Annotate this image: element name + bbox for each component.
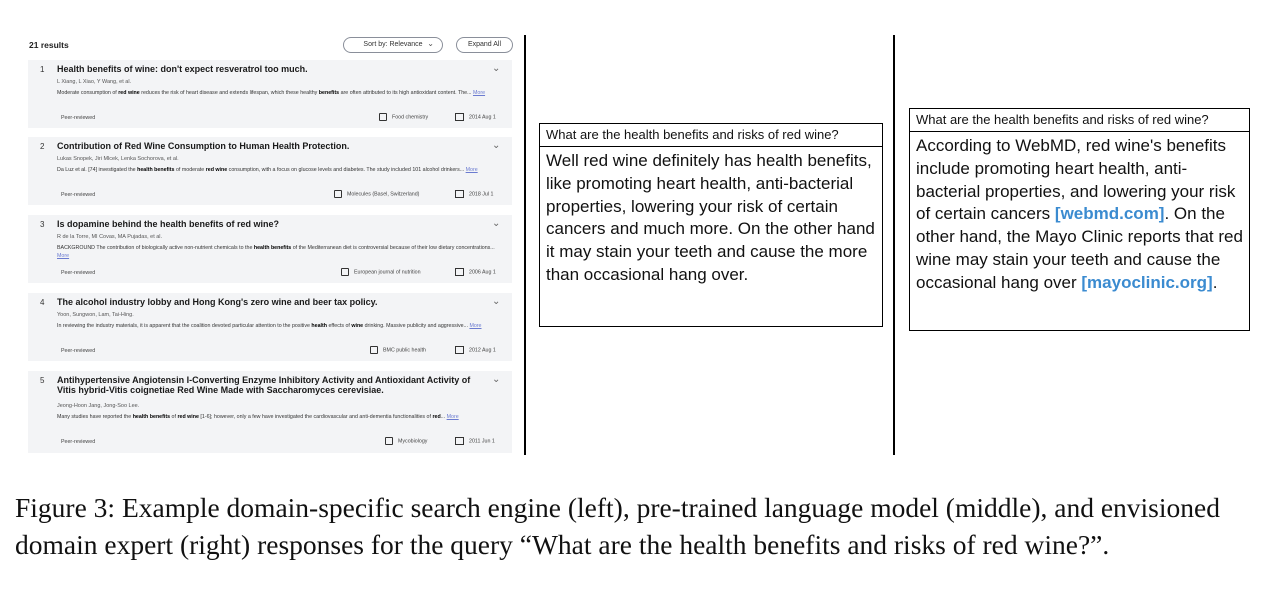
peer-reviewed-badge: Peer-reviewed [61,115,96,121]
result-authors: Jeong-Hoon Jang, Jong-Soo Lee. [57,403,140,409]
journal [341,268,421,276]
book-icon [385,437,393,445]
figure-caption: Figure 3: Example domain-specific search engine (left), pre-trained language model (middle), and envisioned domain expert (right) responses for the query “What are the health benefits and risks of red wine?”. [15,492,1220,560]
citation-link-webmd[interactable]: [webmd.com] [1054,204,1165,224]
calendar-icon [455,268,464,276]
chevron-down-icon[interactable]: ⌄ [492,63,501,74]
result-snippet [57,166,502,174]
book-icon [370,346,378,354]
date-text: 2012 Aug 1 [469,347,496,354]
more-link[interactable]: More [465,167,478,173]
chevron-down-icon[interactable]: ⌄ [492,140,501,151]
journal [370,346,426,354]
query-text: What are the health benefits and risks of red wine? [540,124,882,147]
query-text: What are the health benefits and risks of red wine? [910,109,1249,132]
language-model-response [539,123,883,327]
snippet-text: Moderate consumption of red wine reduces the risk of heart disease and extends lifespan, which these healthy benefits are often attributed to its high antioxidant content. The... [57,90,473,96]
result-authors: L Xiang, L Xiao, Y Wang, et al. [57,79,132,85]
book-icon [334,190,342,198]
result-number: 5 [40,376,45,385]
date-text: 2006 Aug 1 [469,269,496,276]
result-title[interactable]: Is dopamine behind the health benefits of red wine? [57,219,280,229]
snippet-text: In reviewing the industry materials, it is apparent that the coalition devoted particular attention to the positive health effects of wine drinking. Massive publicity and aggressive... [57,323,470,329]
domain-expert-response [909,108,1250,331]
more-link[interactable]: More [472,90,486,96]
result-authors: Lukas Snopek, Jiri Mlcek, Lenka Sochorova, et al. [57,156,179,162]
peer-reviewed-badge: Peer-reviewed [61,192,96,198]
journal-name: BMC public health [383,347,426,354]
journal-name: Food chemistry [392,114,429,121]
date-text: 2014 Aug 1 [469,114,496,121]
date-text: 2018 Jul 1 [469,191,494,198]
result-number: 1 [40,65,45,74]
results-count: 21 results [29,40,69,50]
snippet-text: Many studies have reported the health benefits of red wine [1-6]; however, only a few have investigated the cardiovascular and anti-dementia functionalities of red... [57,414,447,420]
journal [379,113,428,121]
peer-reviewed-badge: Peer-reviewed [61,439,96,445]
result-title[interactable]: Contribution of Red Wine Consumption to Human Health Protection. [57,141,350,151]
result-snippet [57,244,502,260]
publication-date [455,346,496,354]
journal-name: Molecules (Basel, Switzerland) [347,191,420,198]
result-snippet [57,89,502,97]
result-title[interactable]: Health benefits of wine: don't expect resveratrol too much. [57,64,308,74]
divider-left [524,35,526,455]
publication-date [455,113,496,121]
answer-text: Well red wine definitely has health benefits, like promoting heart health, anti-bacterial properties, lowering your risk of certain cancers and much more. On the other hand it may stain your teeth and cause the more than occasional hang over. [546,151,875,284]
journal-name: Mycobiology [398,438,428,445]
search-engine-panel [27,35,514,455]
calendar-icon [455,346,464,354]
result-card[interactable] [28,60,512,128]
result-authors: Yoon, Sungwon, Lam, Tai-Hing. [57,312,134,318]
publication-date [455,190,493,198]
result-authors: R de la Torre, MI Covas, MA Pujadas, et al. [57,234,163,240]
result-number: 3 [40,220,45,229]
result-title[interactable]: Antihypertensive Angiotensin I-Converting Enzyme Inhibitory Activity and Antioxidant Activity of Vitis hybrid-Vitis coignetiae Red Wine Made with Saccharomyces cerevisiae. [57,375,471,395]
result-card[interactable] [28,137,512,205]
sort-label: Sort by: Relevance [363,41,423,48]
more-link[interactable]: More [57,253,70,259]
sort-dropdown[interactable] [343,37,443,53]
publication-date [455,268,496,276]
calendar-icon [455,190,464,198]
answer-part: According to WebMD, red wine's benefits include promoting heart health, anti-bacterial properties, and lowering your risk of certain cancers [916,136,1236,224]
result-card[interactable] [28,293,512,361]
chevron-down-icon: ⌄ [427,39,434,48]
peer-reviewed-badge: Peer-reviewed [61,348,96,354]
result-title[interactable]: The alcohol industry lobby and Hong Kong's zero wine and beer tax policy. [57,297,378,307]
snippet-text: BACKGROUND The contribution of biologically active non-nutrient chemicals to the health benefits of the Mediterranean diet is controversial because of their low dietary concentrations... [57,245,495,251]
book-icon [341,268,349,276]
result-card[interactable] [28,371,512,453]
citation-link-mayoclinic[interactable]: [mayoclinic.org] [1081,272,1213,292]
answer-text [910,132,1249,299]
expand-all-button[interactable]: Expand All [456,37,513,53]
result-card[interactable] [28,215,512,283]
divider-right [893,35,895,455]
answer-part: . On the other hand, the Mayo Clinic reports that red wine may stain your teeth and cause the occasional hang over [916,204,1243,292]
peer-reviewed-badge: Peer-reviewed [61,270,96,276]
calendar-icon [455,437,464,445]
date-text: 2011 Jun 1 [469,438,495,445]
result-number: 2 [40,142,45,151]
more-link[interactable]: More [469,323,482,329]
result-snippet [57,322,502,330]
chevron-down-icon[interactable]: ⌄ [492,218,501,229]
book-icon [379,113,387,121]
chevron-down-icon[interactable]: ⌄ [492,374,501,385]
answer-part: . [1212,272,1218,292]
more-link[interactable]: More [446,414,459,420]
publication-date [455,437,495,445]
calendar-icon [455,113,464,121]
results-header [27,35,514,55]
result-snippet [57,413,502,421]
journal [385,437,427,445]
journal-name: European journal of nutrition [354,269,421,276]
journal [334,190,419,198]
snippet-text: Da Luz et al. [74] investigated the health benefits of moderate red wine consumption, with a focus on glucose levels and diabetes. The study included 101 alcohol drinkers... [57,167,466,173]
chevron-down-icon[interactable]: ⌄ [492,296,501,307]
result-number: 4 [40,298,45,307]
